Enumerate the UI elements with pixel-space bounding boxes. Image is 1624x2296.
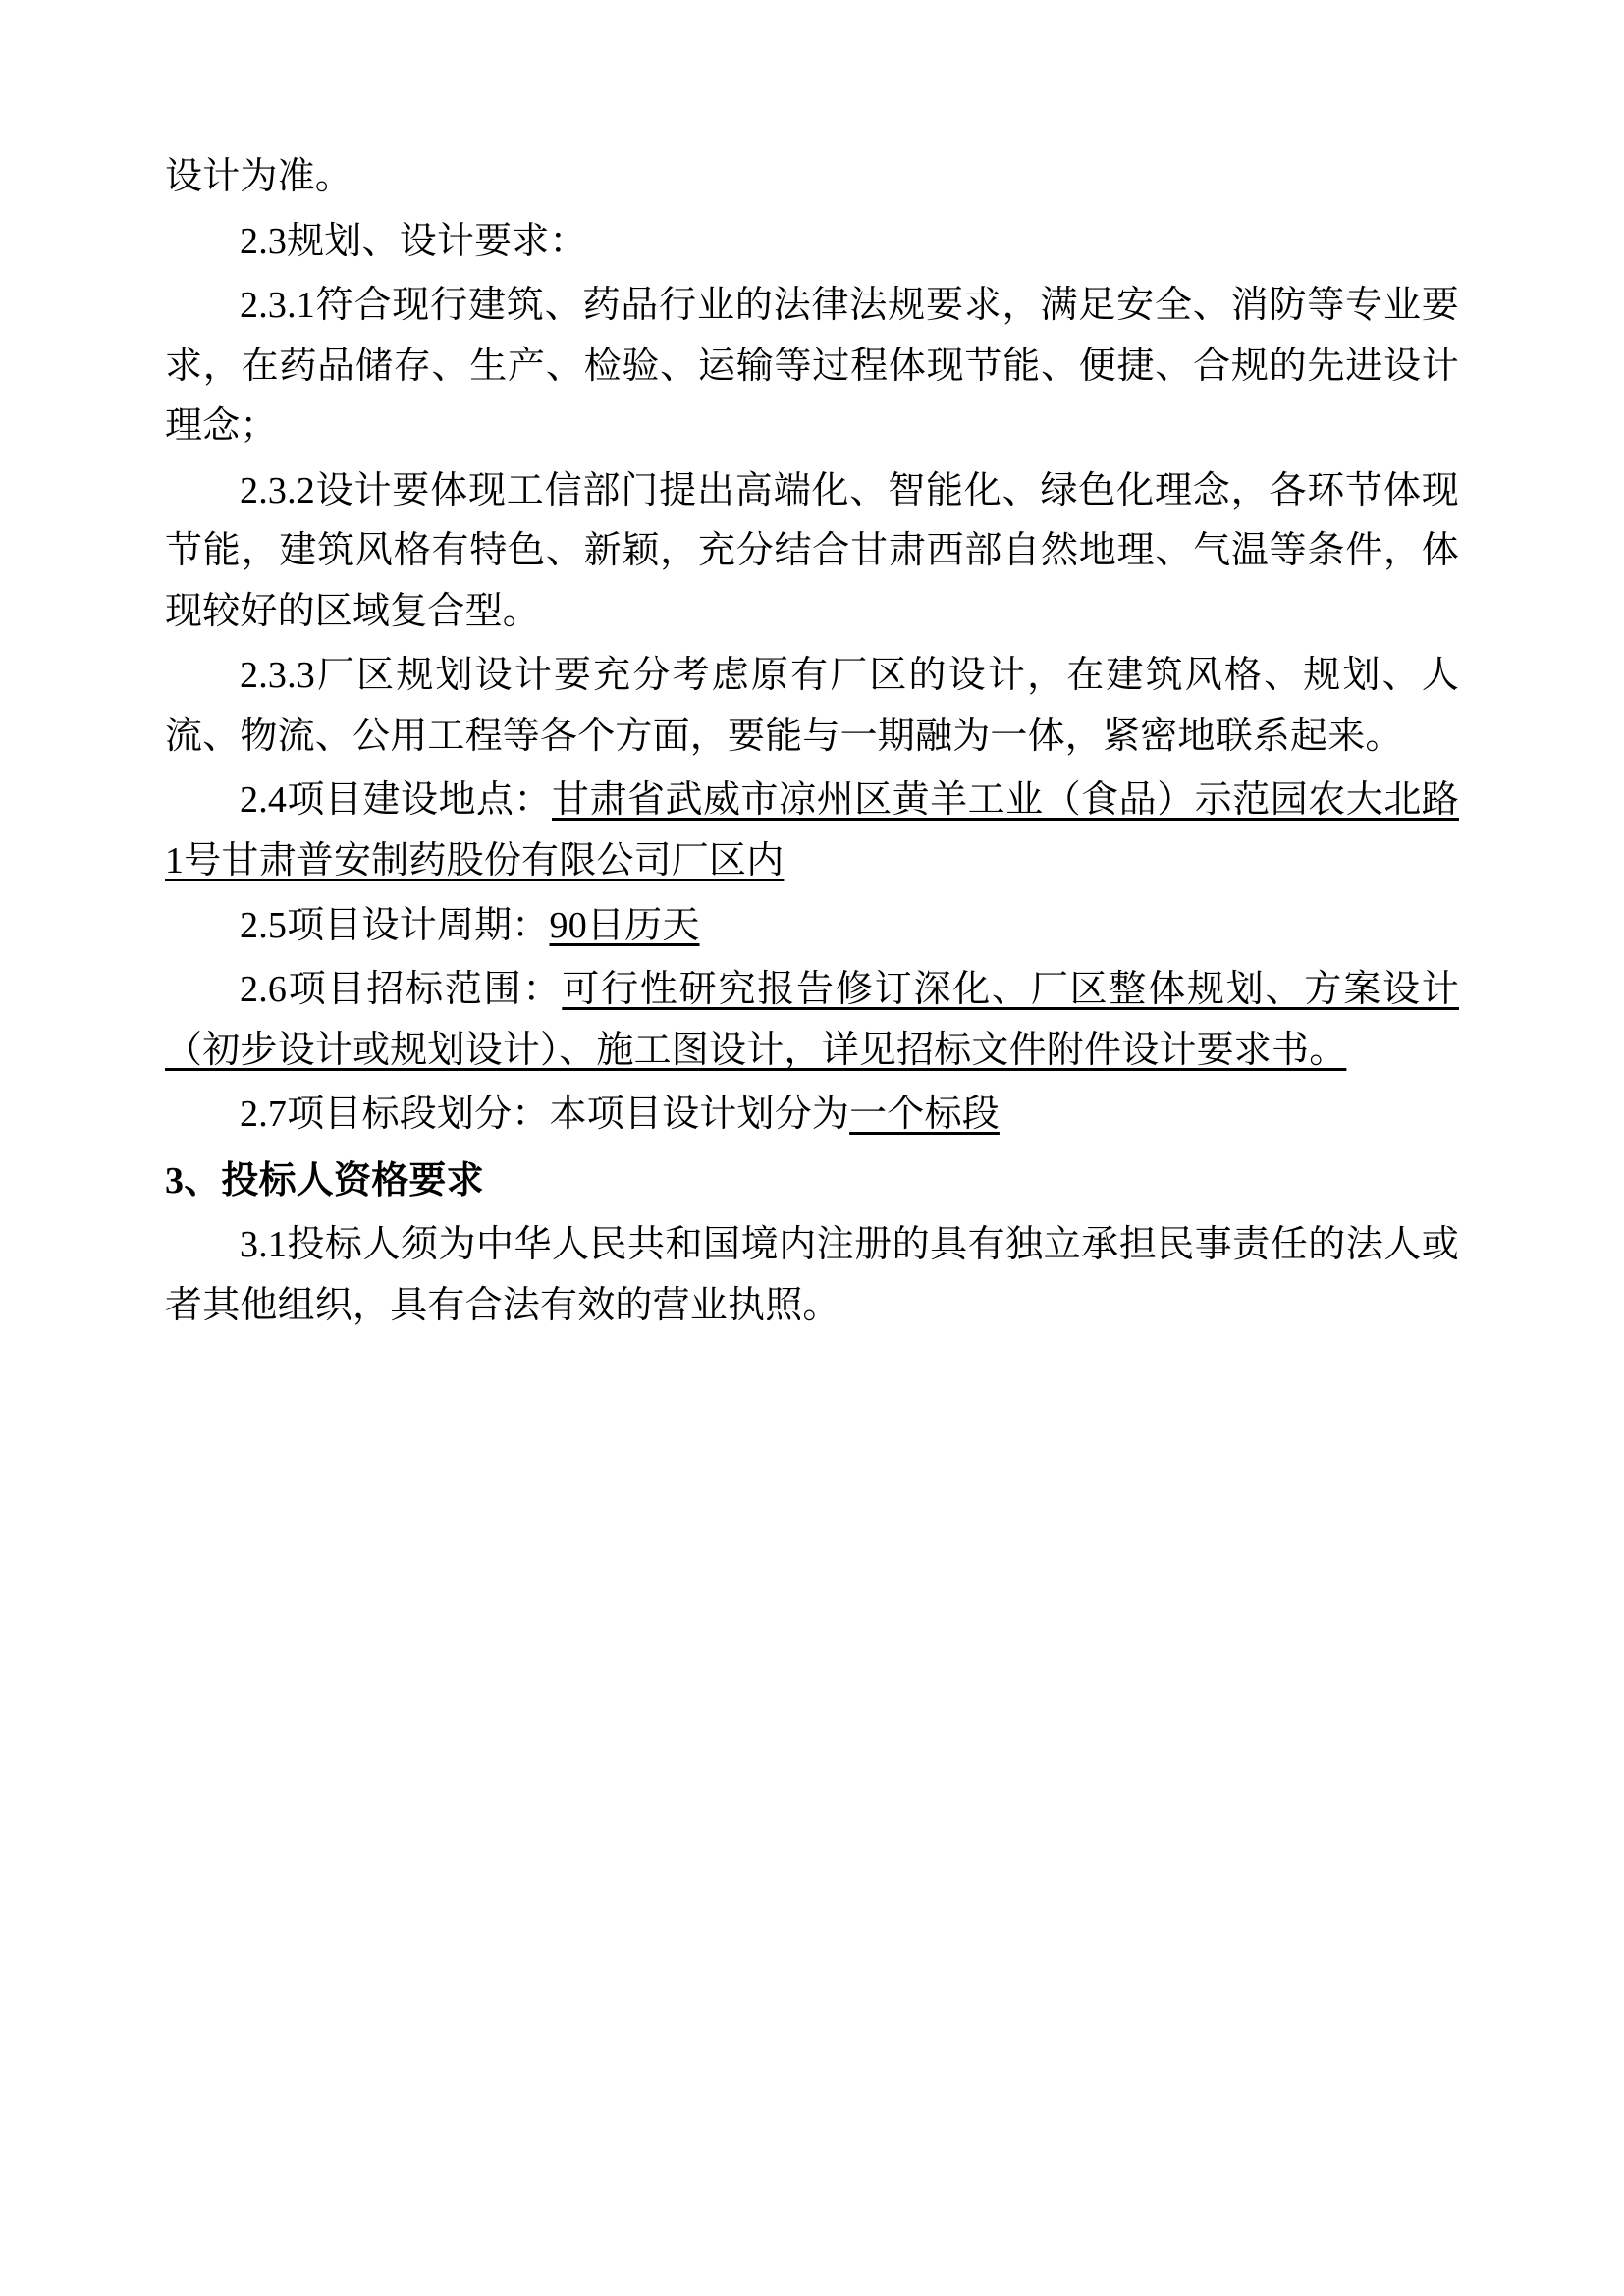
paragraph-2-7-lot-division-run-0: 2.7项目标段划分：本项目设计划分为 — [240, 1094, 850, 1136]
paragraph-2-5-design-period — [165, 896, 1459, 957]
paragraph-2-4-project-location-run-1: 甘肃省武威市凉州区黄羊工业（食品）示范园农大北路1号甘肃普安制药股份有限公司厂区内 — [165, 779, 1459, 882]
paragraph-2-3-3-run-0: 2.3.3厂区规划设计要充分考虑原有厂区的设计，在建筑风格、规划、人流、物流、公用工程等各个方面，要能与一期融为一体，紧密地联系起来。 — [165, 655, 1459, 757]
paragraph-2-3-planning-design-requirements — [165, 212, 1459, 273]
paragraph-2-3-1-run-0: 2.3.1符合现行建筑、药品行业的法律法规要求，满足安全、消防等专业要求，在药品储存、生产、检验、运输等过程体现节能、便捷、合规的先进设计理念； — [165, 285, 1459, 448]
paragraph-design-basis — [165, 147, 1459, 208]
paragraph-2-3-2-run-0: 2.3.2设计要体现工信部门提出高端化、智能化、绿色化理念，各环节体现节能，建筑风格有特色、新颖，充分结合甘肃西部自然地理、气温等条件，体现较好的区域复合型。 — [165, 469, 1459, 632]
paragraph-2-5-design-period-run-1: 90日历天 — [549, 904, 700, 946]
paragraph-2-4-project-location-run-0: 2.4项目建设地点： — [240, 779, 552, 822]
document-body — [165, 147, 1459, 1336]
paragraph-2-3-3 — [165, 646, 1459, 767]
paragraph-2-7-lot-division-run-1: 一个标段 — [849, 1094, 1000, 1136]
paragraph-2-3-2 — [165, 461, 1459, 643]
paragraph-2-3-1 — [165, 276, 1459, 457]
paragraph-2-6-tender-scope-run-1: 可行性研究报告修订深化、厂区整体规划、方案设计（初步设计或规划设计）、施工图设计，详见招标文件附件设计要求书。 — [165, 969, 1459, 1071]
paragraph-design-basis-run-0: 设计为准。 — [165, 156, 353, 197]
heading-3-bidder-qualification — [165, 1151, 1459, 1212]
paragraph-3-1 — [165, 1215, 1459, 1336]
paragraph-2-4-project-location — [165, 771, 1459, 891]
paragraph-2-6-tender-scope-run-0: 2.6项目招标范围： — [240, 969, 563, 1011]
paragraph-2-7-lot-division — [165, 1085, 1459, 1146]
heading-3-bidder-qualification-run-0: 3、投标人资格要求 — [165, 1159, 484, 1201]
paragraph-3-1-run-0: 3.1投标人须为中华人民共和国境内注册的具有独立承担民事责任的法人或者其他组织，具有合法有效的营业执照。 — [165, 1224, 1459, 1326]
paragraph-2-6-tender-scope — [165, 960, 1459, 1081]
paragraph-2-3-planning-design-requirements-run-0: 2.3规划、设计要求： — [240, 220, 587, 262]
paragraph-2-5-design-period-run-0: 2.5项目设计周期： — [240, 904, 550, 946]
